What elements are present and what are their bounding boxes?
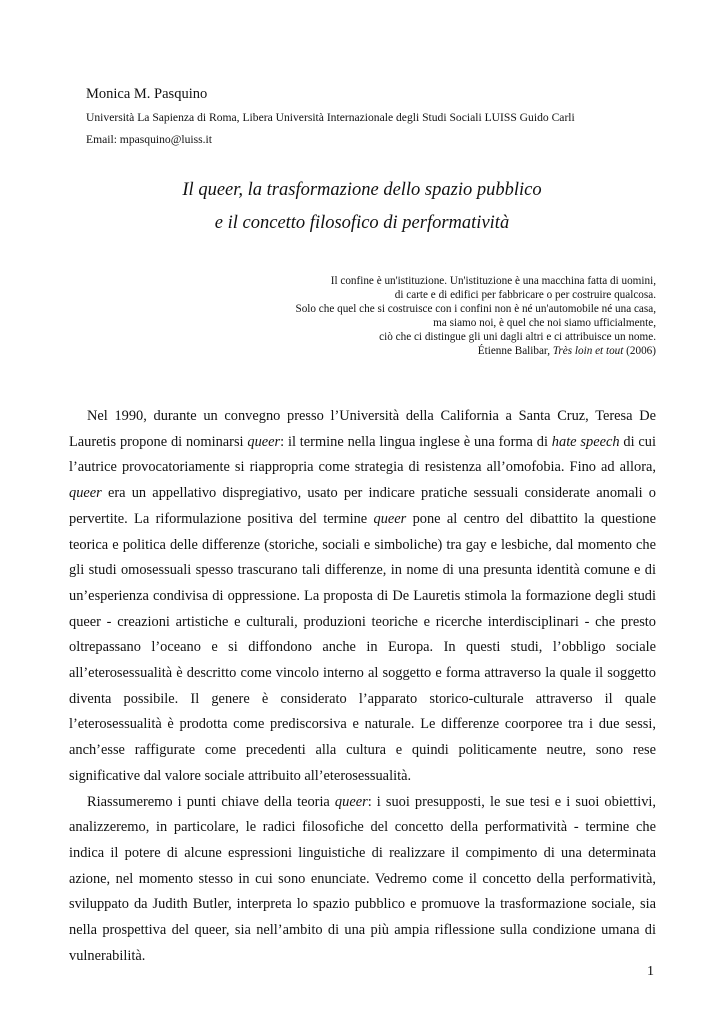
italic-term: queer <box>373 510 407 527</box>
italic-term: hate speech <box>551 433 620 450</box>
italic-term: queer <box>69 485 102 502</box>
epigraph <box>136 274 656 358</box>
paragraph-2 <box>69 790 656 970</box>
paper-title-line-2: e il concetto filosofico di performatività <box>214 213 510 233</box>
author-name: Monica M. Pasquino <box>86 86 208 102</box>
italic-term: queer <box>247 433 281 450</box>
italic-term: queer <box>334 793 368 810</box>
body-text <box>69 404 656 969</box>
epigraph-attribution <box>136 344 656 358</box>
attribution-author: Étienne Balibar, <box>477 345 553 357</box>
text-run: Nel 1990, durante un convegno presso l’Università della California a Santa Cruz, Teresa De Lauretis propone di nominarsi <box>69 408 656 450</box>
text-run: pone al centro del dibattito la questione teorica e politica delle differenze (storiche, sociali e simboliche) tra gay e lesbiche, dal momento che gli studi omosessuali spesso trascurano tali differenze, in nome di una presunta identità comune e di un’esperienza condivisa di oppressione. La proposta di De Lauretis stimola la formazione degli studi queer - creazioni artistiche e culturali, produzioni teoriche e ricerche interdisciplinari - che presto oltrepassano l’oceano e si diffondono anche in Europa. In questi studi, l’obbligo sociale all’eterosessualità è descritto come vincolo interno al soggetto e forma attraverso la quale il soggetto diventa possibile. Il genere è considerato l’apparato storico-culturale attraverso il quale l’eterosessualità è prodotta come prediscorsiva e naturale. Le differenze coorporee tra i due sessi, anch’esse raffigurate come precedenti alla cultura e quindi politicamente neutre, sono rese significative dal valore sociale attribuito all’eterosessualità. <box>69 510 656 784</box>
text-run: di cui l’autrice provocatoriamente si riappropria come strategia di resistenza all’omofobia. Fino ad allora, <box>69 433 656 476</box>
epigraph-line: ciò che ci distingue gli uni dagli altri e ci attribuisce un nome. <box>379 331 656 343</box>
author-email: Email: mpasquino@luiss.it <box>86 133 212 146</box>
text-run: era un appellativo dispregiativo, usato per indicare pratiche sessuali considerate anomali o pervertite. La riformulazione positiva del termine <box>69 485 656 527</box>
epigraph-line: Solo che quel che si costruisce con i confini non è né un'automobile né una casa, <box>295 303 656 315</box>
text-run: : i suoi presupposti, le sue tesi e i suoi obiettivi, analizzeremo, in particolare, le radici filosofiche del concetto della performatività - termine che indica il potere di alcune espressioni linguistiche di realizzare il compimento di una determinata azione, nel momento stesso in cui sono enunciate. Vedremo come il concetto della performatività, sviluppato da Judith Butler, interpreta lo spazio pubblico e promuove la trasformazione sociale, sia nella prospettiva del queer, sia nell’ambito di una più ampia riflessione sulla condizione umana di vulnerabilità. <box>69 793 656 964</box>
text-run: : il termine nella lingua inglese è una forma di <box>280 433 552 450</box>
paper-title-line-1: Il queer, la trasformazione dello spazio pubblico <box>182 180 542 200</box>
epigraph-line: di carte e di edifici per fabbricare o per costruire qualcosa. <box>394 289 656 301</box>
page-number: 1 <box>647 964 654 979</box>
attribution-work: Très loin et tout <box>552 345 624 357</box>
paragraph-1 <box>69 404 656 790</box>
epigraph-line: ma siamo noi, è quel che noi siamo ufficialmente, <box>433 317 656 329</box>
author-affiliation: Università La Sapienza di Roma, Libera Università Internazionale degli Studi Sociali LUISS Guido Carli <box>86 111 575 124</box>
text-run: Riassumeremo i punti chiave della teoria <box>87 793 335 810</box>
attribution-year: (2006) <box>623 345 656 357</box>
epigraph-line: Il confine è un'istituzione. Un'istituzione è una macchina fatta di uomini, <box>330 275 656 287</box>
